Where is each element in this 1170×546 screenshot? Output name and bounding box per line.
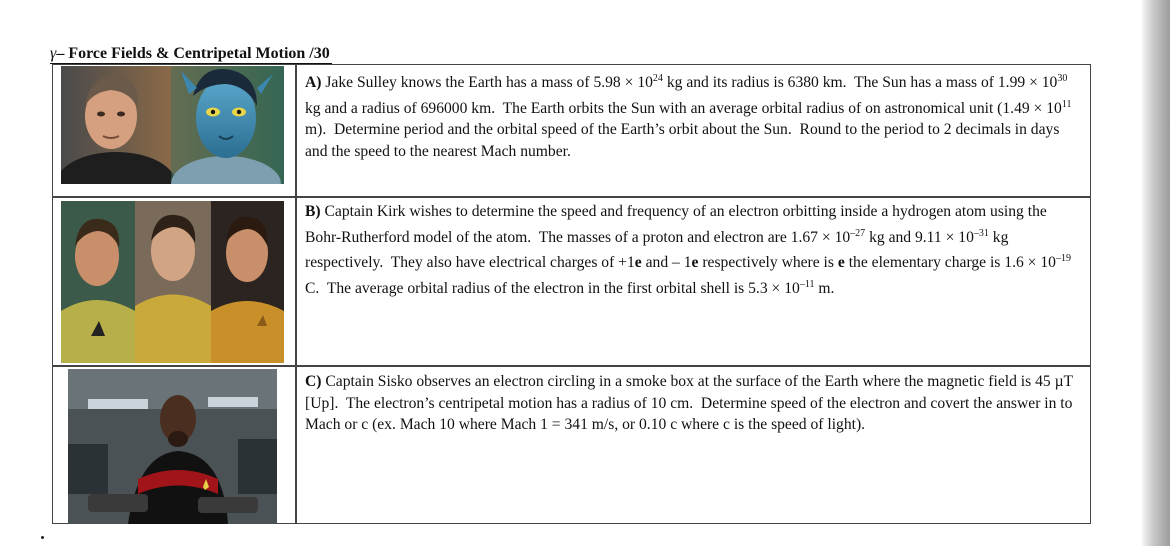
page-edge-shadow: [1142, 0, 1170, 546]
greek-symbol: γ: [50, 45, 57, 62]
avatar-photo-graphic: [61, 66, 284, 184]
question-c-text: C) Captain Sisko observes an electron circling in a smoke box at the surface of the Earth where the magnetic field is 45 µT [Up]. The electron’s centripetal motion has a radius of 10 cm. Determine speed of the electron and covert the answer in to Mach or c (ex. Mach 10 where Mach 1 = 341 m/s, or 0.10 c where c is the speed of light).: [305, 373, 1073, 433]
question-a-label: A): [305, 74, 322, 92]
sisko-photo-graphic: [68, 369, 277, 524]
table-row-divider-1: [52, 196, 1091, 198]
avatar-characters-photo: [61, 66, 284, 184]
question-b-text: B) Captain Kirk wishes to determine the speed and frequency of an electron orbitting inside a hydrogen atom using the Bohr-Rutherford model of the atom. The masses of a proton and electron are $1.67 \times 10^{-27}$ kg and $9.11 \times 10^{-31}$ kg respectively. They also have electrical charges of +1e and – 1e respectively where is e the elementary charge is $1.6 \times 10^{-19}$ C. The average orbital radius of the electron in the first orbital shell is $5.3 \times 10^{-11}$ m.: [305, 203, 1071, 298]
star-trek-photo-graphic: [61, 201, 284, 363]
star-trek-captains-photo: [61, 201, 284, 363]
stray-dot: [41, 536, 44, 539]
question-c-label: C): [305, 373, 322, 390]
table-row-divider-2: [52, 365, 1091, 367]
table-column-divider: [295, 64, 297, 524]
question-b-label: B): [305, 203, 321, 220]
question-a-text: A) Jake Sulley knows the Earth has a mass of $5.98 \times 10^{24}$ kg and its radius is 6380 km. The Sun has a mass of $1.99 \times 10^{30}$ kg and a radius of 696000 km. The Earth orbits the Sun with an average orbital radius of on astronomical unit ($1.49 \times 10^{11}$ m). Determine period and the orbital speed of the Earth’s orbit about the Sun. Round to the period to 2 decimals in days and the speed to the nearest Mach number.: [305, 73, 1072, 160]
title-text: – Force Fields & Centripetal Motion /30: [56, 45, 330, 62]
captain-sisko-photo: [68, 369, 277, 524]
section-title: [50, 45, 332, 64]
